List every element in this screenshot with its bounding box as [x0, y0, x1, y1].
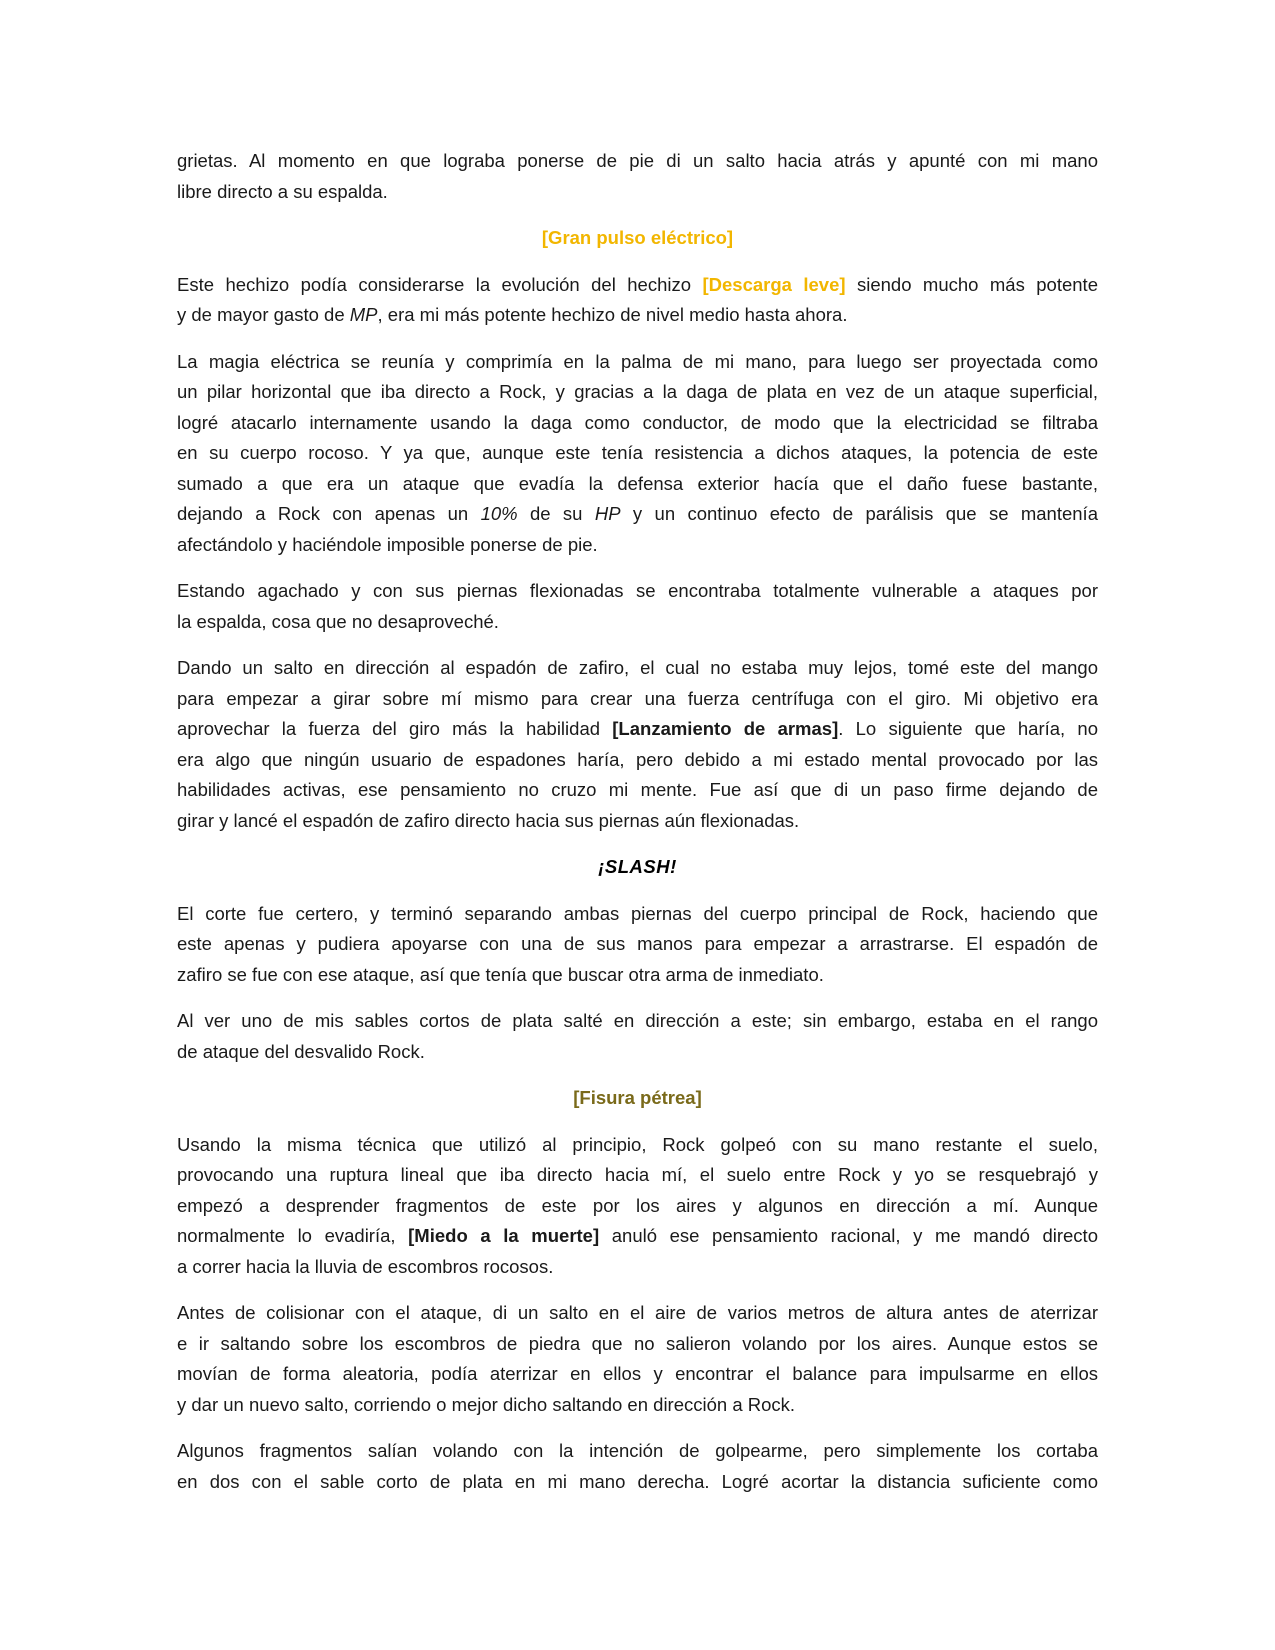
text: y un continuo efecto de parálisis que se mantenía	[620, 503, 1098, 524]
document-page	[177, 146, 1098, 1513]
text-line: libre directo a su espalda.	[177, 180, 388, 202]
text-line	[177, 714, 1098, 745]
text-line: Antes de colisionar con el ataque, di un salto en el aire de varios metros de altura antes de aterrizar	[177, 1302, 1098, 1323]
text-line: para empezar a girar sobre mí mismo para crear una fuerza centrífuga con el giro. Mi objetivo era	[177, 687, 1098, 709]
spell-name: [Descarga leve]	[702, 273, 846, 295]
paragraph	[177, 1298, 1098, 1420]
text-line: empezó a desprender fragmentos de este por los aires y algunos en dirección a mí. Aunque	[177, 1194, 1098, 1216]
text-line: de ataque del desvalido Rock.	[177, 1040, 425, 1062]
text-line: Usando la misma técnica que utilizó al principio, Rock golpeó con su mano restante el suelo,	[177, 1133, 1098, 1155]
sound-effect: ¡SLASH!	[598, 856, 677, 877]
paragraph	[177, 1130, 1098, 1283]
text-line: y dar un nuevo salto, corriendo o mejor dicho saltando en dirección a Rock.	[177, 1393, 796, 1415]
paragraph	[177, 653, 1098, 836]
text-line	[177, 300, 1098, 331]
text-line: Dando un salto en dirección al espadón de zafiro, el cual no estaba muy lejos, tomé este del mango	[177, 657, 1098, 678]
skill-name: [Miedo a la muerte]	[408, 1225, 600, 1246]
text: de su	[517, 503, 595, 524]
text-line: en su cuerpo rocoso. Y ya que, aunque este tenía resistencia a dichos ataques, la potencia de este	[177, 442, 1098, 463]
text: anuló ese pensamiento racional, y me mandó directo	[599, 1225, 1098, 1246]
paragraph	[177, 347, 1098, 561]
paragraph	[177, 146, 1098, 207]
text-line: Estando agachado y con sus piernas flexionadas se encontraba totalmente vulnerable a ataques por	[177, 580, 1098, 601]
text: Este hechizo podía considerarse la evolución del hechizo	[177, 273, 703, 295]
spell-heading: [Gran pulso eléctrico]	[541, 227, 734, 248]
text-line	[177, 499, 1098, 530]
paragraph	[177, 1006, 1098, 1067]
text-line: e ir saltando sobre los escombros de piedra que no salieron volando por los aires. Aunque estos se	[177, 1332, 1098, 1354]
text: dejando a Rock con apenas un	[177, 503, 481, 524]
stat-term: HP	[594, 503, 621, 524]
text: , era mi más potente hechizo de nivel medio hasta ahora.	[377, 304, 848, 325]
skill-name: [Lanzamiento de armas]	[612, 718, 839, 739]
paragraph	[177, 899, 1098, 991]
text-line: este apenas y pudiera apoyarse con una de sus manos para empezar a arrastrarse. El espadón de	[177, 933, 1098, 954]
text-line: movían de forma aleatoria, podía aterrizar en ellos y encontrar el balance para impulsarme en ellos	[177, 1363, 1098, 1384]
stat-term: MP	[349, 304, 378, 325]
stat-term: 10%	[480, 503, 518, 524]
text: y de mayor gasto de	[177, 304, 350, 325]
text: aprovechar la fuerza del giro más la habilidad	[177, 718, 613, 739]
text-line: zafiro se fue con ese ataque, así que tenía que buscar otra arma de inmediato.	[177, 963, 824, 985]
text: normalmente lo evadiría,	[177, 1225, 409, 1246]
text-line: era algo que ningún usuario de espadones haría, pero debido a mi estado mental provocado por las	[177, 748, 1098, 770]
text-line: un pilar horizontal que iba directo a Rock, y gracias a la daga de plata en vez de un ataque superficial,	[177, 381, 1098, 402]
paragraph	[177, 1436, 1098, 1497]
text-line: logré atacarlo internamente usando la daga como conductor, de modo que la electricidad se filtraba	[177, 411, 1098, 433]
text-line: Algunos fragmentos salían volando con la intención de golpearme, pero simplemente los cortaba	[177, 1440, 1098, 1461]
text-line: a correr hacia la lluvia de escombros rocosos.	[177, 1255, 554, 1277]
text-line: Al ver uno de mis sables cortos de plata salté en dirección a este; sin embargo, estaba en el rango	[177, 1010, 1098, 1031]
text-line: provocando una ruptura lineal que iba directo hacia mí, el suelo entre Rock y yo se resquebrajó y	[177, 1164, 1098, 1185]
text-line	[177, 270, 1098, 301]
text-line: sumado a que era un ataque que evadía la defensa exterior hacía que el daño fuese bastante,	[177, 472, 1098, 494]
paragraph	[177, 270, 1098, 331]
text-line	[177, 1221, 1098, 1252]
text-line: El corte fue certero, y terminó separando ambas piernas del cuerpo principal de Rock, haciendo que	[177, 902, 1098, 924]
paragraph	[177, 576, 1098, 637]
text-line: la espalda, cosa que no desaproveché.	[177, 610, 499, 632]
text-line: en dos con el sable corto de plata en mi mano derecha. Logré acortar la distancia suficiente como	[177, 1470, 1098, 1492]
text-line: habilidades activas, ese pensamiento no cruzo mi mente. Fue así que di un paso firme dejando de	[177, 779, 1098, 800]
text-line: grietas. Al momento en que lograba ponerse de pie di un salto hacia atrás y apunté con mi mano	[177, 150, 1098, 171]
text: . Lo siguiente que haría, no	[838, 718, 1098, 739]
text-line: afectándolo y haciéndole imposible ponerse de pie.	[177, 533, 598, 555]
text: siendo mucho más potente	[845, 273, 1098, 295]
skill-heading: [Fisura pétrea]	[573, 1087, 702, 1108]
text-line: La magia eléctrica se reunía y comprimía en la palma de mi mano, para luego ser proyectada como	[177, 350, 1098, 372]
text-line: girar y lancé el espadón de zafiro directo hacia sus piernas aún flexionadas.	[177, 809, 800, 831]
